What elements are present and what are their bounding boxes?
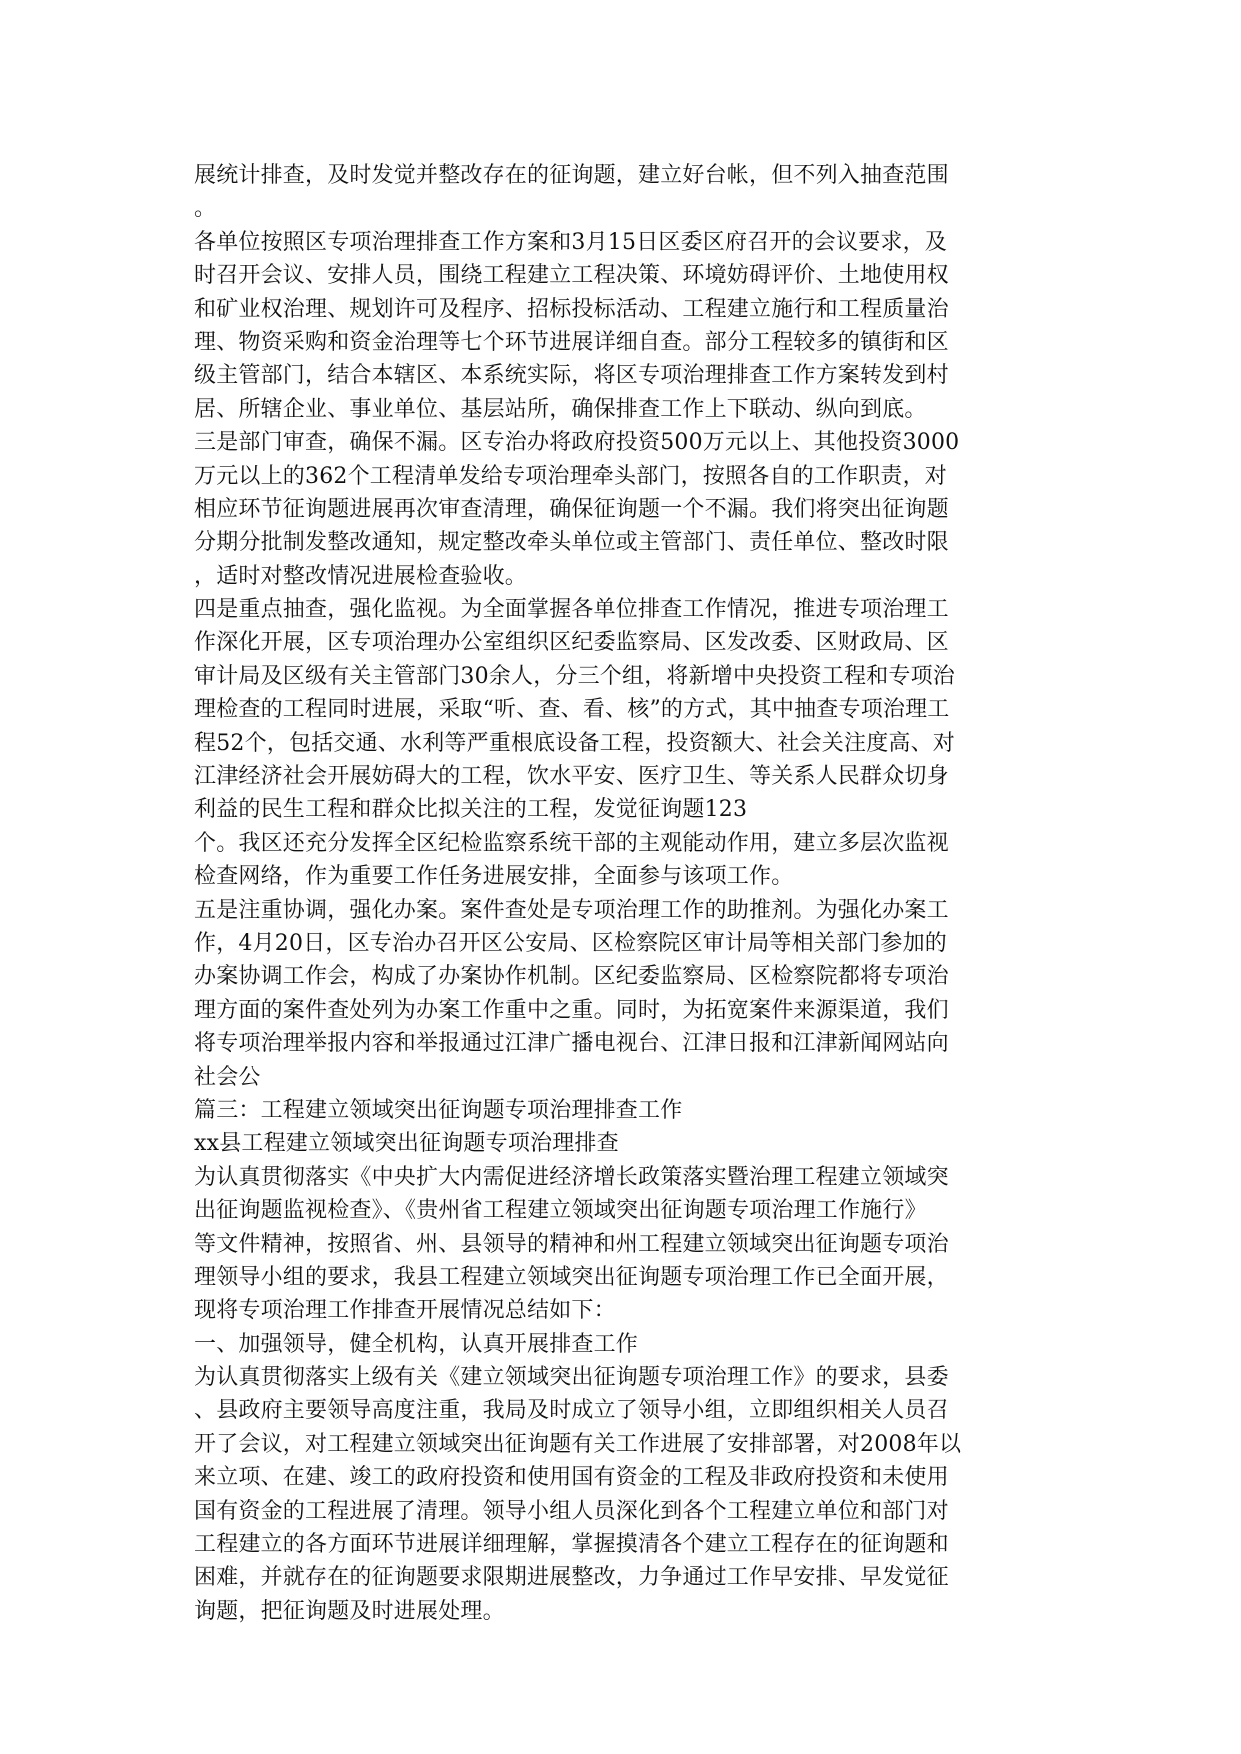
text-line: 程52个，包括交通、水利等严重根底设备工程，投资额大、社会关注度高、对 — [194, 730, 955, 756]
text-line: 利益的民生工程和群众比拟关注的工程，发觉征询题123 — [194, 797, 748, 823]
text-line: 现将专项治理工作排查开展情况总结如下： — [194, 1298, 616, 1324]
text-line: 和矿业权治理、规划许可及程序、招标投标活动、工程建立施行和工程质量治 — [194, 296, 949, 322]
text-line: 困难，并就存在的征询题要求限期进展整改，力争通过工作早安排、早发觉征 — [194, 1565, 949, 1591]
text-line: 三是部门审查，确保不漏。区专治办将政府投资500万元以上、其他投资3000 — [194, 430, 960, 456]
text-line: 理检查的工程同时进展，采取“听、查、看、核”的方式，其中抽查专项治理工 — [194, 697, 950, 723]
text-line: 国有资金的工程进展了清理。领导小组人员深化到各个工程建立单位和部门对 — [194, 1498, 949, 1524]
document-body — [194, 159, 1054, 1628]
text-line: ，适时对整改情况进展检查验收。 — [194, 563, 528, 589]
text-line: 工程建立的各方面环节进展详细理解，掌握摸清各个建立工程存在的征询题和 — [194, 1532, 949, 1558]
text-line: 理领导小组的要求，我县工程建立领域突出征询题专项治理工作已全面开展， — [194, 1264, 949, 1290]
text-line: 审计局及区级有关主管部门30余人，分三个组，将新增中央投资工程和专项治 — [194, 663, 955, 689]
text-line: 开了会议，对工程建立领域突出征询题有关工作进展了安排部署，对2008年以 — [194, 1431, 962, 1457]
text-line: 为认真贯彻落实上级有关《建立领域突出征询题专项治理工作》的要求，县委 — [194, 1365, 949, 1391]
text-line: 相应环节征询题进展再次审查清理，确保征询题一个不漏。我们将突出征询题 — [194, 496, 949, 522]
text-line: 四是重点抽查，强化监视。为全面掌握各单位排查工作情况，推进专项治理工 — [194, 597, 949, 623]
text-line: 办案协调工作会，构成了办案协作机制。区纪委监察局、区检察院都将专项治 — [194, 964, 949, 990]
text-line: 询题，把征询题及时进展处理。 — [194, 1598, 505, 1624]
text-line: 个。我区还充分发挥全区纪检监察系统干部的主观能动作用，建立多层次监视 — [194, 830, 949, 856]
text-line: 万元以上的362个工程清单发给专项治理牵头部门，按照各自的工作职责，对 — [194, 463, 947, 489]
text-line: 各单位按照区专项治理排查工作方案和3月15日区委区府召开的会议要求，及 — [194, 229, 947, 255]
text-line: 出征询题监视检查》、《贵州省工程建立领域突出征询题专项治理工作施行》 — [194, 1198, 927, 1224]
text-line: 时召开会议、安排人员，围绕工程建立工程决策、环境妨碍评价、土地使用权 — [194, 263, 949, 289]
text-line: 级主管部门，结合本辖区、本系统实际，将区专项治理排查工作方案转发到村 — [194, 363, 949, 389]
text-line: 分期分批制发整改通知，规定整改牵头单位或主管部门、责任单位、整改时限 — [194, 530, 949, 556]
text-line: 。 — [194, 196, 217, 222]
text-line: 五是注重协调，强化办案。案件查处是专项治理工作的助推剂。为强化办案工 — [194, 897, 949, 923]
text-line: 等文件精神，按照省、州、县领导的精神和州工程建立领域突出征询题专项治 — [194, 1231, 949, 1257]
text-line: 检查网络，作为重要工作任务进展安排，全面参与该项工作。 — [194, 864, 794, 890]
text-line: 理、物资采购和资金治理等七个环节进展详细自查。部分工程较多的镇街和区 — [194, 329, 949, 355]
text-line: 理方面的案件查处列为办案工作重中之重。同时，为拓宽案件来源渠道，我们 — [194, 997, 949, 1023]
text-line: 展统计排查，及时发觉并整改存在的征询题，建立好台帐，但不列入抽查范围 — [194, 163, 949, 188]
text-line: 为认真贯彻落实《中央扩大内需促进经济增长政策落实暨治理工程建立领域突 — [194, 1164, 949, 1190]
text-line: 篇三：工程建立领域突出征询题专项治理排查工作 — [194, 1097, 683, 1123]
text-line: 来立项、在建、竣工的政府投资和使用国有资金的工程及非政府投资和未使用 — [194, 1465, 949, 1491]
text-line: 一、加强领导，健全机构，认真开展排查工作 — [194, 1331, 639, 1357]
text-line: 作深化开展，区专项治理办公室组织区纪委监察局、区发改委、区财政局、区 — [194, 630, 949, 656]
text-line: 江津经济社会开展妨碍大的工程，饮水平安、医疗卫生、等关系人民群众切身 — [194, 764, 949, 790]
text-line: 将专项治理举报内容和举报通过江津广播电视台、江津日报和江津新闻网站向 — [194, 1031, 949, 1057]
text-line: 居、所辖企业、事业单位、基层站所，确保排查工作上下联动、纵向到底。 — [194, 396, 927, 422]
text-line: 、县政府主要领导高度注重，我局及时成立了领导小组，立即组织相关人员召 — [194, 1398, 949, 1424]
text-line: 作，4月20日，区专治办召开区公安局、区检察院区审计局等相关部门参加的 — [194, 930, 947, 956]
text-line: 社会公 — [194, 1064, 261, 1090]
text-line: xx县工程建立领域突出征询题专项治理排查 — [194, 1131, 619, 1157]
